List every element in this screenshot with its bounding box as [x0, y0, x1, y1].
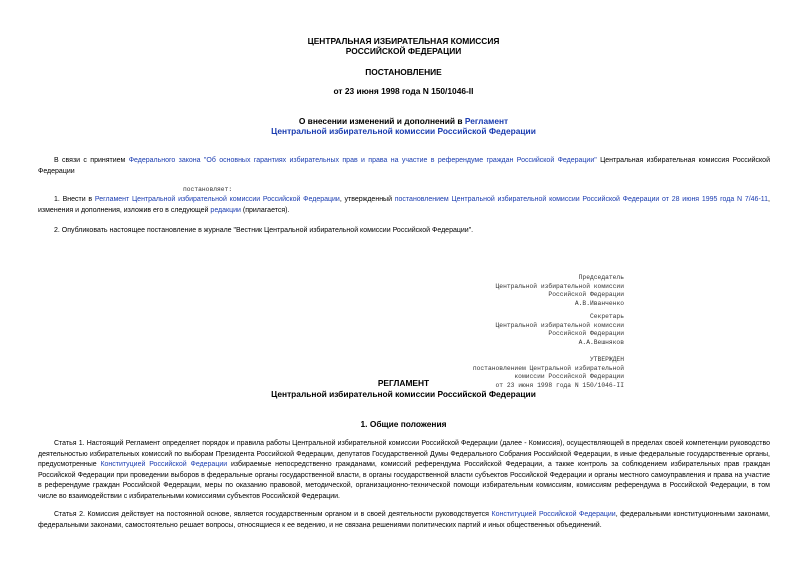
intro-text-after: Центральная избирательная комиссия Российской Федерации — [38, 157, 770, 175]
article1-paragraph — [38, 439, 770, 502]
secretary-role: Секретарь — [589, 313, 624, 320]
intro-text-before: В связи с принятием — [54, 157, 129, 164]
chairman-role: Председатель — [578, 274, 624, 281]
item1-text-3: , изменения и дополнения, изложив его в следующей — [38, 196, 770, 214]
item1-text-2: , утвержденный — [339, 196, 395, 203]
doc-type: ПОСТАНОВЛЕНИЕ — [365, 67, 442, 77]
doc-title-prefix: О внесении изменений и дополнений в — [298, 116, 465, 126]
article2-text-after: , федеральными конституционными законами, федеральными законами, самостоятельно решает вопросы, относящиеся к ее ведению, и не связана решениями политических партий и иных общественных объединений. — [38, 511, 771, 529]
regulation-subtitle: Центральной избирательной комиссии Российской Федерации — [271, 389, 536, 399]
intro-paragraph — [38, 156, 770, 177]
item2-paragraph: 2. Опубликовать настоящее постановление в журнале "Вестник Центральной избирательной комиссии Российской Федерации". — [54, 227, 474, 234]
chairman-org2: Российской Федерации — [548, 291, 624, 298]
item1-text-4: (прилагается). — [240, 206, 290, 214]
secretary-org2: Российской Федерации — [548, 330, 624, 337]
constitution-link-2[interactable]: Конституцией Российской Федерации — [491, 511, 616, 518]
section1-heading: 1. Общие положения — [360, 419, 447, 429]
article2-text-before: Статья 2. Комиссия действует на постоянной основе, является государственным органом и в своей деятельности руководствуется — [54, 511, 492, 518]
item1-paragraph — [38, 195, 770, 216]
secretary-org1: Центральной избирательной комиссии — [495, 321, 624, 329]
approved-line4: от 23 июня 1998 года N 150/1046-II — [495, 381, 624, 389]
item1-text-1: 1. Внести в — [54, 196, 95, 203]
chairman-name: А.В.Иванченко — [574, 299, 624, 307]
approved-line1: УТВЕРЖДЕН — [589, 356, 624, 363]
org-name-line2: РОССИЙСКОЙ ФЕДЕРАЦИИ — [345, 46, 462, 56]
article1-text-before: Статья 1. Настоящий Регламент определяет порядок и правила работы Центральной избирательной комиссии Российской Федерации (далее - Комиссия), осуществляющей в пределах своей компетенции руководство деятельностью избирательных комиссий по выборам Президента Российской Федерации, депутатов Государственной Думы Федерального Собрания Российской Федерации, в иные федеральные государственные органы, предусмотренные — [38, 440, 770, 468]
org-name-line1: ЦЕНТРАЛЬНАЯ ИЗБИРАТЕЛЬНАЯ КОМИССИЯ — [307, 36, 500, 46]
regulation-link-2[interactable]: Регламент Центральной избирательной комиссии Российской Федерации — [94, 196, 340, 203]
doc-title-link[interactable]: Центральной избирательной комиссии Российской Федерации — [271, 126, 536, 136]
resolves-label: постановляет: — [183, 186, 233, 193]
secretary-name: А.А.Вешняков — [578, 338, 624, 346]
article2-paragraph — [38, 510, 770, 531]
federal-law-link[interactable]: Федерального закона "Об основных гарантиях избирательных прав и права на участие в референдуме граждан Российской Федерации" — [128, 157, 597, 164]
approved-line2: постановлением Центральной избирательной — [472, 364, 624, 372]
approved-line3: комиссии Российской Федерации — [514, 373, 624, 380]
constitution-link[interactable]: Конституцией Российской Федерации — [100, 461, 228, 468]
doc-title-line1 — [0, 116, 807, 126]
resolution-1995-link[interactable]: постановлением Центральной избирательной комиссии Российской Федерации от 28 июня 1995 года N 7/46-11 — [394, 196, 769, 203]
chairman-org1: Центральной избирательной комиссии — [495, 282, 624, 290]
article1-text-after: избираемые непосредственно гражданами, комиссий референдума Российской Федерации, а также контроль за соблюдением избирательных прав граждан Российской Федерации при проведении выборов в федеральные органы государственной власти, в органы государственной власти субъектов Российской Федерации и органы местного самоуправления и права на участие в референдуме граждан Российской Федерации, меры по оказанию правовой, методической, организационно-технической помощи избирательным комиссиям, комиссиям референдума в Российской Федерации, в том числе во взаимодействии с избирательными комиссиями субъектов Российской Федерации. — [38, 461, 771, 500]
regulation-link[interactable]: Регламент — [464, 116, 509, 126]
doc-title-line2[interactable] — [0, 126, 807, 136]
edition-link[interactable]: редакции — [210, 206, 241, 214]
doc-date: от 23 июня 1998 года N 150/1046-II — [333, 86, 474, 96]
regulation-title: РЕГЛАМЕНТ — [377, 378, 430, 388]
